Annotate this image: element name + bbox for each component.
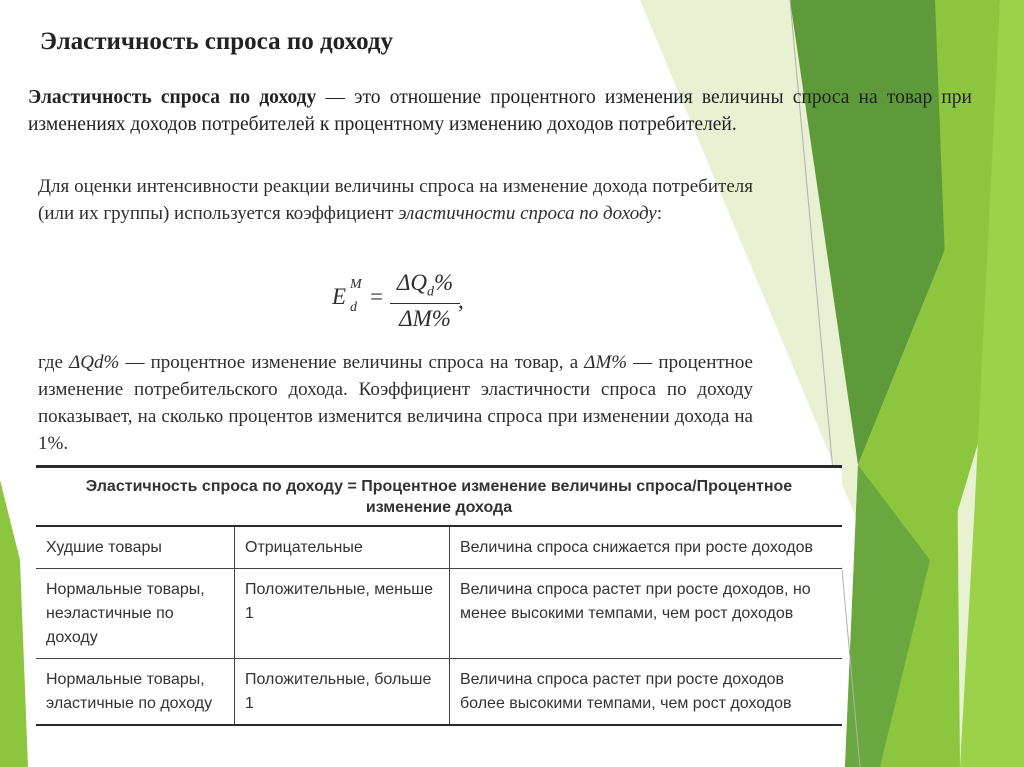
bg-left-strip bbox=[0, 480, 28, 767]
coefficient-cell: Положительные, больше 1 bbox=[235, 659, 450, 726]
formula-equals: = bbox=[370, 284, 383, 309]
where-symbol-m: ΔM% bbox=[584, 352, 628, 373]
formula-lhs bbox=[332, 277, 362, 315]
table-row bbox=[36, 569, 842, 659]
elasticity-table bbox=[36, 465, 842, 726]
book-intro bbox=[38, 173, 753, 227]
goods-type-cell: Худшие товары bbox=[36, 526, 235, 569]
formula-denominator: ΔM% bbox=[399, 305, 451, 331]
book-intro-colon: : bbox=[656, 203, 663, 224]
coefficient-cell: Положительные, меньше 1 bbox=[235, 569, 450, 659]
book-intro-term: эластичности спроса по доходу bbox=[398, 203, 657, 224]
where-prefix: где bbox=[38, 352, 70, 373]
formula-num-tail: % bbox=[433, 270, 454, 295]
description-cell: Величина спроса растет при росте доходов, но менее высокими темпами, чем рост доходов bbox=[450, 569, 843, 659]
description-cell: Величина спроса снижается при росте доходов bbox=[450, 526, 843, 569]
goods-type-cell: Нормальные товары, эластичные по доходу bbox=[36, 659, 235, 726]
table-header-row bbox=[36, 467, 842, 527]
formula-numerator bbox=[390, 270, 460, 304]
book-intro-text: Для оценки интенсивности реакции величины спроса на изменение дохода потребителя (или их группы) используется коэффициент bbox=[38, 176, 753, 224]
formula-num-sub: d bbox=[426, 284, 434, 300]
formula-comma: , bbox=[458, 288, 464, 313]
where-text-2: — процентное изменение потребительского дохода. Коэффициент эластичности спроса по доходу показывает, на сколько процентов изменится величина спроса при изменении дохода на 1%. bbox=[38, 352, 753, 454]
formula-e: E bbox=[332, 284, 347, 309]
formula-fraction bbox=[390, 270, 460, 332]
formula-sub: d bbox=[350, 300, 357, 315]
formula-num-main: ΔQ bbox=[396, 270, 427, 295]
definition-paragraph bbox=[28, 84, 972, 138]
definition-text: — это отношение процентного изменения величины спроса на товар при изменениях доходов потребителей к процентному изменению доходов потребителей. bbox=[28, 87, 972, 135]
formula-explanation bbox=[38, 349, 753, 457]
definition-term: Эластичность спроса по доходу bbox=[28, 87, 317, 108]
table-row bbox=[36, 526, 842, 569]
goods-type-cell: Нормальные товары, неэластичные по доходу bbox=[36, 569, 235, 659]
table-header: Эластичность спроса по доходу = Процентное изменение величины спроса/Процентное изменение дохода bbox=[36, 467, 842, 527]
description-cell: Величина спроса растет при росте доходов более высокими темпами, чем рост доходов bbox=[450, 659, 843, 726]
table-row bbox=[36, 659, 842, 726]
slide-title: Эластичность спроса по доходу bbox=[40, 28, 393, 55]
formula-sup: M bbox=[350, 277, 362, 292]
coefficient-cell: Отрицательные bbox=[235, 526, 450, 569]
where-text-1: — процентное изменение величины спроса на товар, а bbox=[119, 352, 585, 373]
where-symbol-q: ΔQd% bbox=[69, 352, 120, 373]
